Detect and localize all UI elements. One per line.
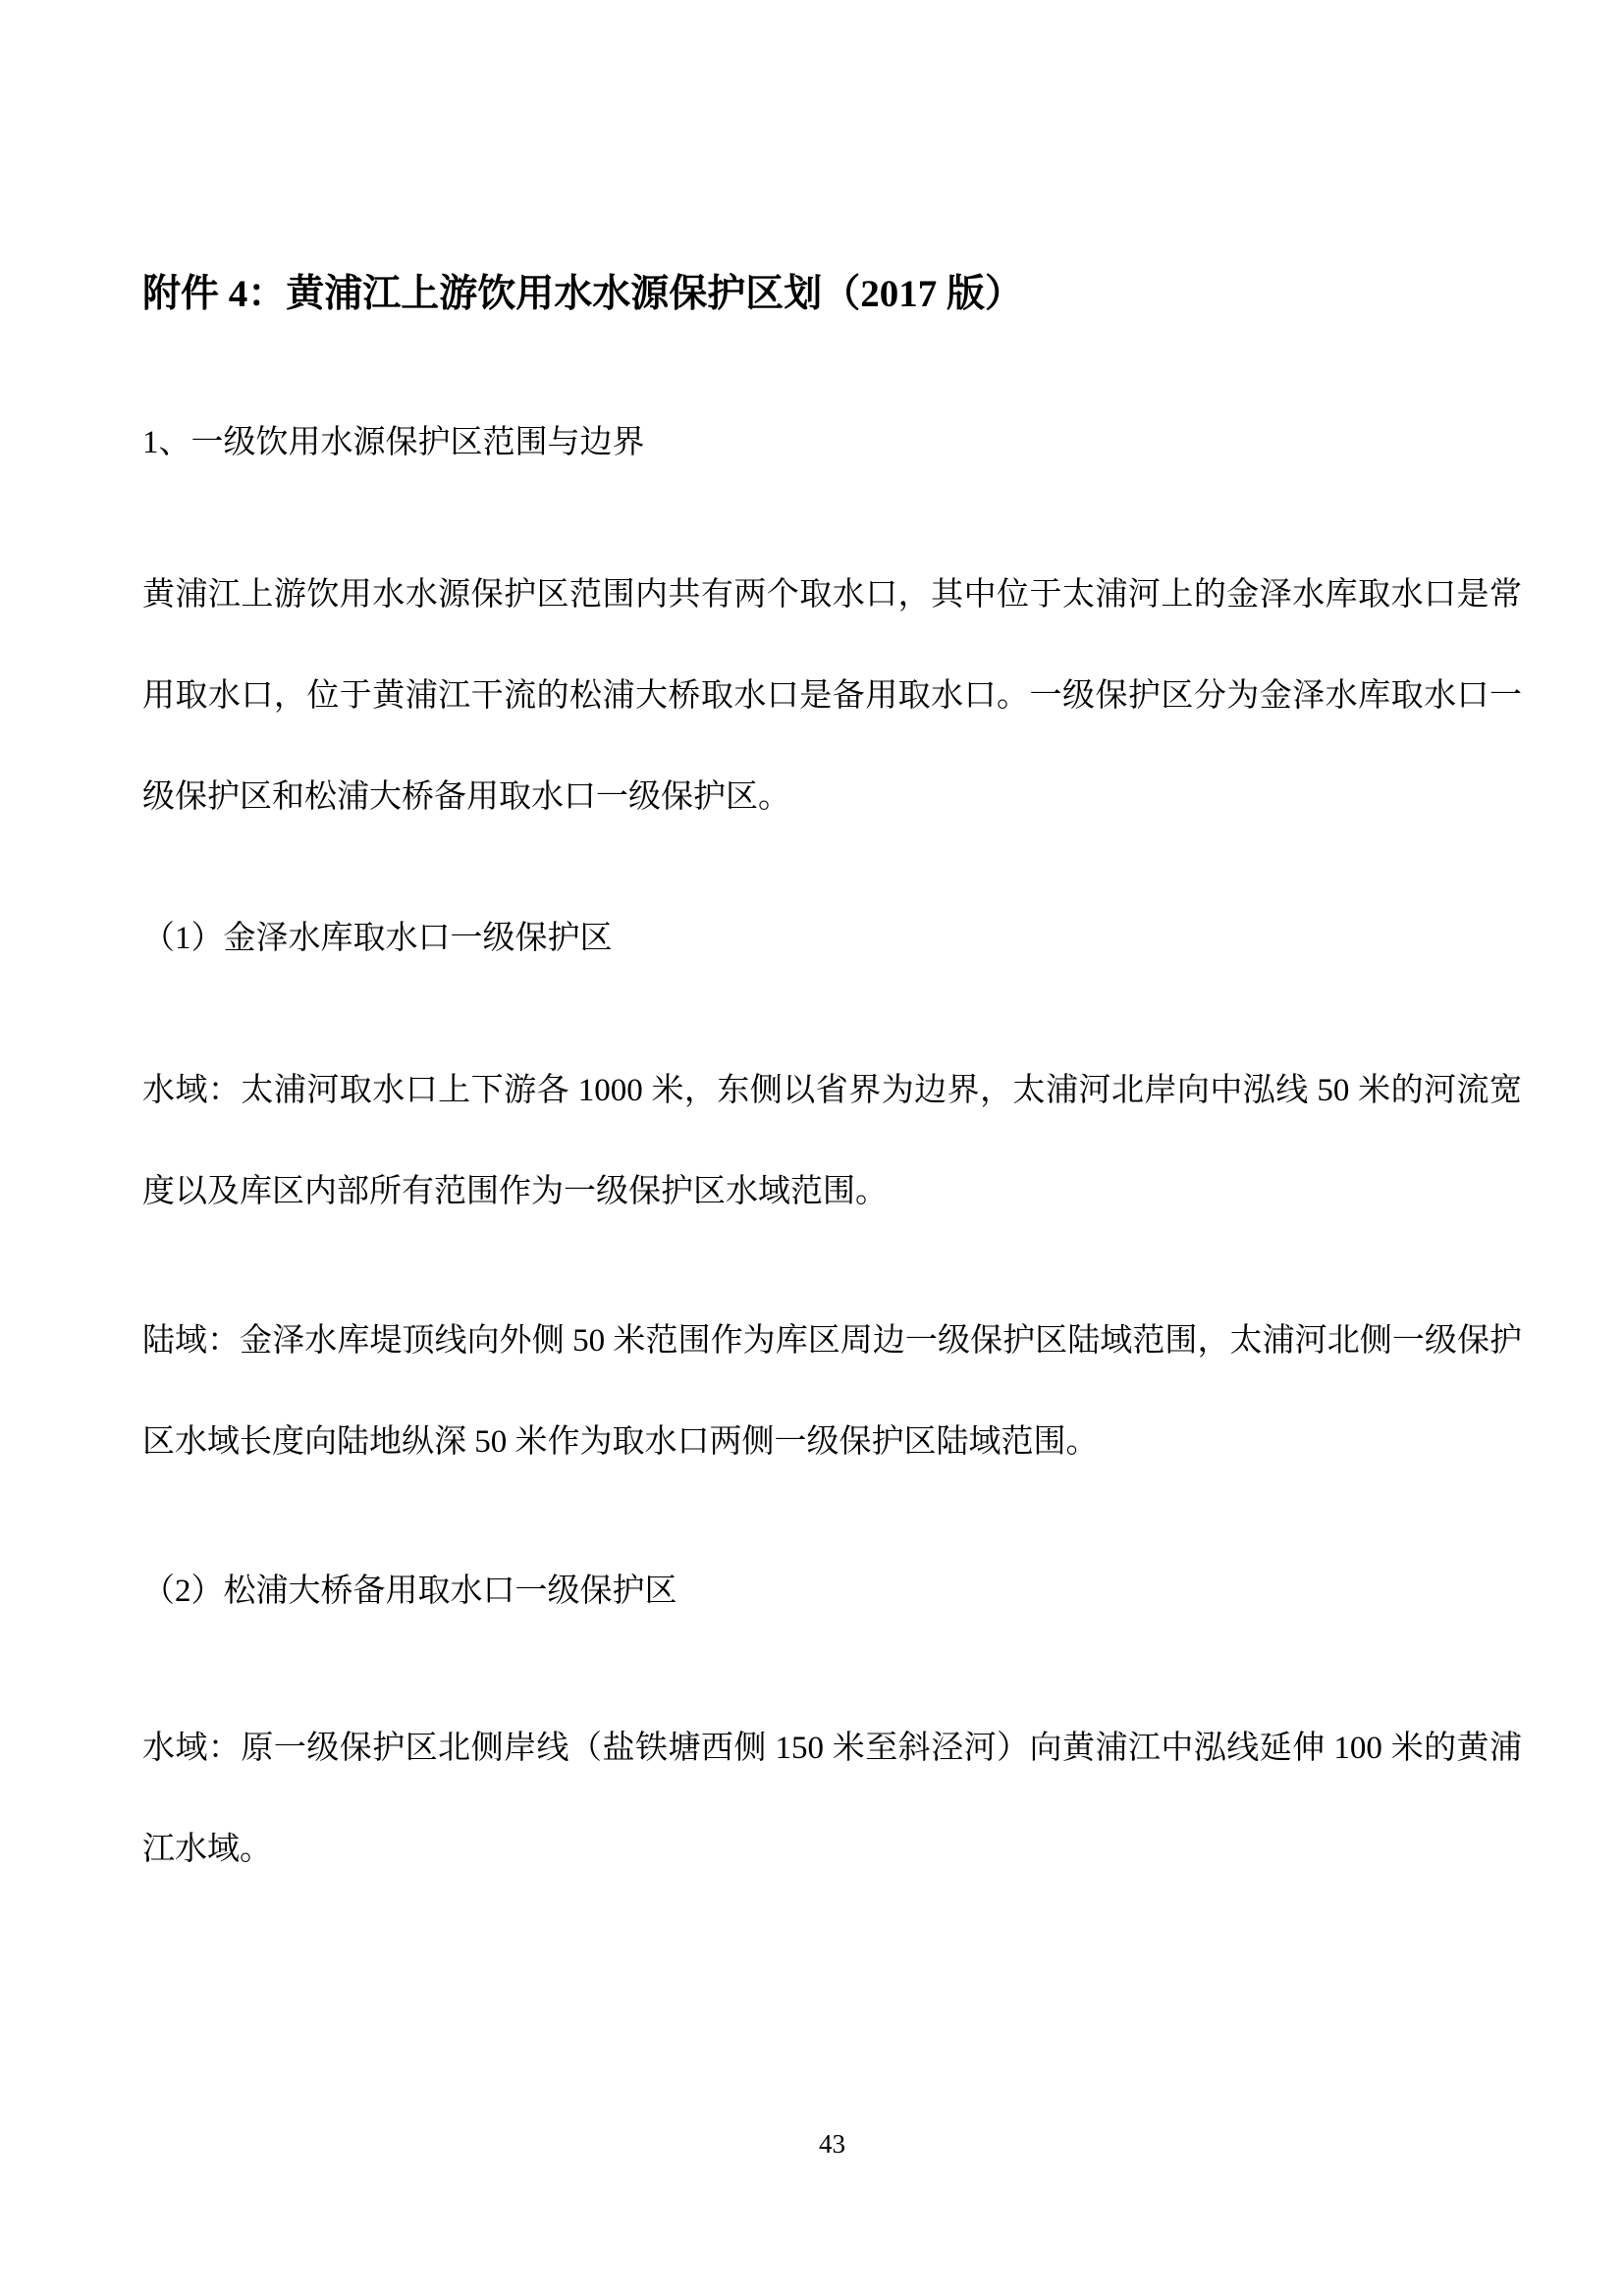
document-content — [142, 269, 1522, 1900]
paragraph-songpu-water-area: 水域：原一级保护区北侧岸线（盐铁塘西侧 150 米至斜泾河）向黄浦江中泓线延伸 100 米的黄浦江水域。 — [142, 1731, 1522, 1867]
page-number: 43 — [819, 2129, 845, 2159]
subheading-songpu-bridge: （2）松浦大桥备用取水口一级保护区 — [142, 1574, 677, 1609]
subheading-jinze-reservoir: （1）金泽水库取水口一级保护区 — [142, 921, 613, 956]
paragraph-jinze-land-area: 陆域：金泽水库堤顶线向外侧 50 米范围作为库区周边一级保护区陆域范围，太浦河北侧一级保护区水域长度向陆地纵深 50 米作为取水口两侧一级保护区陆域范围。 — [142, 1323, 1522, 1460]
paragraph-jinze-water-area: 水域：太浦河取水口上下游各 1000 米，东侧以省界为边界，太浦河北岸向中泓线 50 米的河流宽度以及库区内部所有范围作为一级保护区水域范围。 — [142, 1073, 1523, 1209]
paragraph-intro: 黄浦江上游饮用水水源保护区范围内共有两个取水口，其中位于太浦河上的金泽水库取水口是常用取水口，位于黄浦江干流的松浦大桥取水口是备用取水口。一级保护区分为金泽水库取水口一级保护区和松浦大桥备用取水口一级保护区。 — [142, 577, 1522, 815]
section-heading-1: 1、一级饮用水源保护区范围与边界 — [142, 425, 645, 460]
document-title: 附件 4：黄浦江上游饮用水水源保护区划（2017 版） — [142, 273, 1024, 315]
